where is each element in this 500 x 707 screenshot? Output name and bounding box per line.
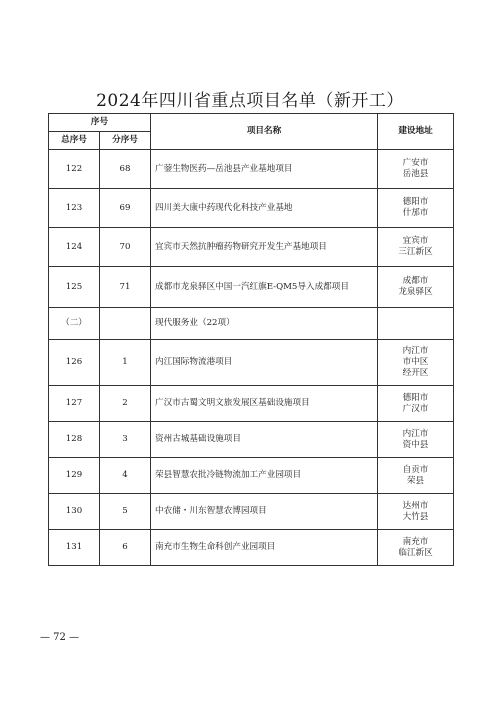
table-row <box>49 386 454 422</box>
project-name-cell: 四川美大康中药现代化科技产业基地 <box>151 189 378 228</box>
section-row <box>49 308 454 340</box>
location-cell: 内江市 资中县 <box>378 422 454 458</box>
total-no-cell: 125 <box>49 267 100 308</box>
project-table <box>48 113 454 566</box>
project-name-cell: 宜宾市天然抗肿瘤药物研究开发生产基地项目 <box>151 228 378 267</box>
total-no-cell: 122 <box>49 150 100 189</box>
total-no-cell: 130 <box>49 494 100 530</box>
location-cell: 广安市 岳池县 <box>378 150 454 189</box>
sub-no-cell: 3 <box>100 422 151 458</box>
total-no-cell: 131 <box>49 530 100 566</box>
header-sub-no: 分序号 <box>100 132 151 150</box>
table-row <box>49 530 454 566</box>
sub-no-cell: 69 <box>100 189 151 228</box>
location-cell: 德阳市 什邡市 <box>378 189 454 228</box>
page-title: 2024年四川省重点项目名单（新开工） <box>96 91 404 111</box>
total-no-cell: 123 <box>49 189 100 228</box>
header-total-no: 总序号 <box>49 132 100 150</box>
table-row <box>49 422 454 458</box>
project-name-cell: 中农储・川东智慧农博园项目 <box>151 494 378 530</box>
location-cell: 内江市 市中区 经开区 <box>378 340 454 386</box>
project-name-cell: 南充市生物生命科创产业园项目 <box>151 530 378 566</box>
section-label: （二） <box>49 308 100 340</box>
total-no-cell: 129 <box>49 458 100 494</box>
section-name: 现代服务业（22项） <box>151 308 378 340</box>
section-empty-cell <box>378 308 454 340</box>
project-name-cell: 广汉市古蜀文明文旅发展区基础设施项目 <box>151 386 378 422</box>
sub-no-cell: 6 <box>100 530 151 566</box>
project-name-cell: 成都市龙泉驿区中国一汽红旗E-QM5导入成都项目 <box>151 267 378 308</box>
total-no-cell: 124 <box>49 228 100 267</box>
sub-no-cell: 1 <box>100 340 151 386</box>
section-empty-cell <box>100 308 151 340</box>
table-row <box>49 494 454 530</box>
location-cell: 自贡市 荣县 <box>378 458 454 494</box>
table-row <box>49 340 454 386</box>
location-cell: 达州市 大竹县 <box>378 494 454 530</box>
project-name-cell: 资州古城基础设施项目 <box>151 422 378 458</box>
total-no-cell: 128 <box>49 422 100 458</box>
sub-no-cell: 68 <box>100 150 151 189</box>
sub-no-cell: 4 <box>100 458 151 494</box>
table-row <box>49 267 454 308</box>
sub-no-cell: 2 <box>100 386 151 422</box>
table-row <box>49 189 454 228</box>
table-row <box>49 228 454 267</box>
location-cell: 德阳市 广汉市 <box>378 386 454 422</box>
header-project-name: 项目名称 <box>151 114 378 150</box>
page-number: — 72 — <box>40 632 80 643</box>
header-location: 建设地址 <box>378 114 454 150</box>
sub-no-cell: 71 <box>100 267 151 308</box>
total-no-cell: 127 <box>49 386 100 422</box>
table-row <box>49 458 454 494</box>
location-cell: 宜宾市 三江新区 <box>378 228 454 267</box>
project-name-cell: 内江国际物流港项目 <box>151 340 378 386</box>
header-seq-group: 序号 <box>49 114 151 132</box>
project-name-cell: 广蓥生物医药—岳池县产业基地项目 <box>151 150 378 189</box>
location-cell: 南充市 临江新区 <box>378 530 454 566</box>
location-cell: 成都市 龙泉驿区 <box>378 267 454 308</box>
table-row <box>49 150 454 189</box>
sub-no-cell: 70 <box>100 228 151 267</box>
sub-no-cell: 5 <box>100 494 151 530</box>
project-name-cell: 荣县智慧农批冷链物流加工产业园项目 <box>151 458 378 494</box>
total-no-cell: 126 <box>49 340 100 386</box>
